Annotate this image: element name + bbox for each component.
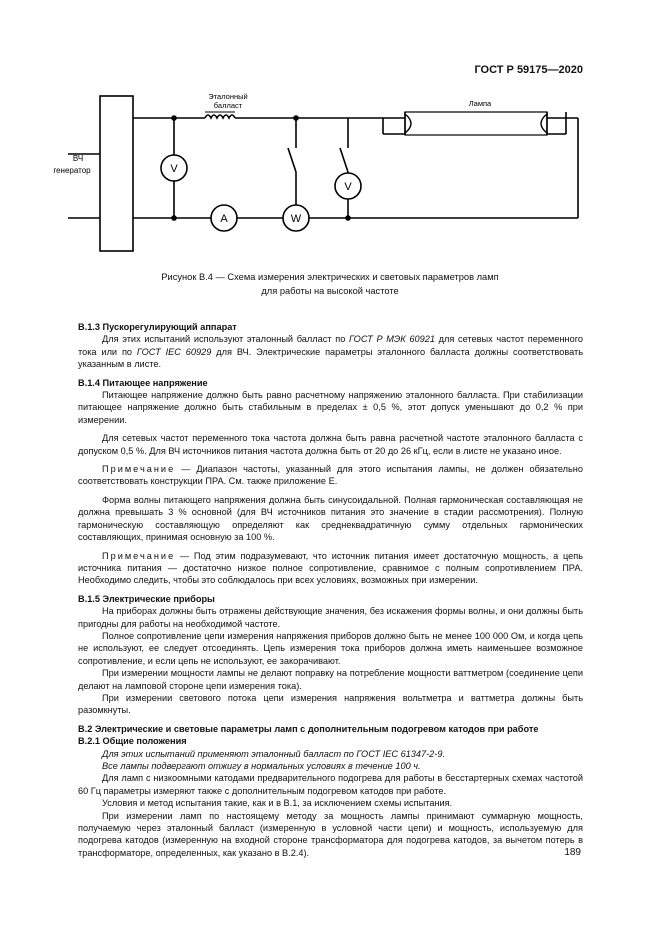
lamp-label: Лампа: [468, 99, 492, 108]
figure-caption: [80, 270, 580, 298]
standard-code: ГОСТ Р 59175—2020: [474, 64, 583, 76]
page-number: 189: [564, 847, 581, 858]
ballast-label-1: Эталонный: [208, 92, 248, 101]
section-b15-paragraph-2: Полное сопротивление цепи измерения напряжения приборов должно быть не менее 100 000 Ом, и когда цепь не используют, ее следует отсоединять. Цепь измерения тока приборов должна иметь наименьшее возможное сопротивление, и если цепь не используют, ее закорачивают.: [78, 630, 583, 666]
section-b21-paragraph-2: Все лампы подвергают отжигу в нормальных условиях в течение 100 ч.: [102, 761, 421, 771]
ballast-label-2: балласт: [213, 101, 243, 110]
ballast-coil: [205, 115, 235, 118]
section-b15-paragraph-4: При измерении светового потока цепи измерения напряжения вольтметра и ваттметра должны быть разомкнуты.: [78, 692, 583, 716]
section-b14-paragraph-3: Форма волны питающего напряжения должна быть синусоидальной. Полная гармоническая составляющая не должна превышать 3 % основной (для ВЧ источников питания это значение в стадии рассмотрения). Полную гармоническую составляющую определяют как среднеквадратичную сумму отдельных гармонических составляющих, принимая основную за 100 %.: [78, 494, 583, 543]
circuit-diagram: [0, 0, 661, 270]
generator-block: [100, 96, 133, 251]
document-body: [78, 321, 583, 859]
section-b14-paragraph-2: Для сетевых частот переменного тока частота должна быть равна расчетной частоте эталонного балласта с допуском 0,5 %. Для ВЧ источников питания частота должна быть от 20 до 26 кГц, если в листе не указано иное.: [78, 433, 583, 456]
section-b15-paragraph-1: На приборах должны быть отражены действующие значения, без искажения формы волны, и они должны быть пригодны для работы на необходимой частоте.: [78, 606, 583, 629]
ammeter-label: A: [220, 213, 228, 225]
generator-label-2: генератор: [53, 166, 91, 175]
lamp-tube: [405, 112, 547, 135]
section-b21-paragraph-4: Условия и метод испытания такие, как и в В.1, за исключением схемы испытания.: [102, 798, 453, 809]
section-b14-title: В.1.4 Питающее напряжение: [78, 377, 208, 388]
figure-caption-line1: Рисунок В.4 — Схема измерения электрических и световых параметров ламп: [161, 272, 499, 282]
wattmeter-label: W: [290, 213, 302, 225]
voltmeter-1-label: V: [170, 163, 178, 175]
section-b14-note-2: Примечание — Под этим подразумевают, что источник питания имеет достаточную мощность, а цепь источника питания — достаточно низкое полное сопротивление, сравнимое с полным сопротивлением ПРА. Необходимо следить, чтобы это соблюдалось при всех условиях, возможных при измерении.: [78, 550, 583, 586]
section-b21-paragraph-5: При измерении ламп по настоящему методу за мощность лампы принимают суммарную мощность, получаемую через эталонный балласт (измеренную в условной части цепи) и мощность, используемую для подогрева катодов (измеренную на входной стороне трансформатора для подогрева катодов, за вычетом потерь в трансформаторе, определенных, как указано в В.2.4).: [78, 810, 583, 858]
generator-label-1: ВЧ: [72, 154, 84, 163]
section-b15-paragraph-3: При измерении мощности лампы не делают поправку на потребление мощности ваттметром (соединение цепи делают на ламповой стороне цепи измерения тока).: [78, 668, 583, 691]
section-b13-paragraph: Для этих испытаний используют эталонный балласт по ГОСТ Р МЭК 60921 для сетевых частот переменного тока или по ГОСТ IEC 60929 для ВЧ. Электрические параметры эталонного балласта должны соответствовать указанным в листе.: [78, 334, 583, 370]
section-b14-note-1: Примечание — Диапазон частоты, указанный для этого испытания лампы, не должен обязательно соответствовать конструкции ПРА. См. также приложение Е.: [78, 464, 583, 487]
section-b21-paragraph-1: Для этих испытаний применяют эталонный балласт по ГОСТ IEC 61347-2-9.: [102, 748, 446, 759]
voltmeter-2-label: V: [344, 181, 352, 193]
section-b15-title: В.1.5 Электрические приборы: [78, 593, 215, 604]
section-b21-title: В.2.1 Общие положения: [78, 736, 187, 747]
section-b21-paragraph-3: Для ламп с низкоомными катодами предварительного подогрева для работы в бесстартерных схемах частотой 60 Гц параметры измеряют также с дополнительным подогревом катодов при работе.: [78, 773, 583, 796]
section-b13-title: В.1.3 Пускорегулирующий аппарат: [78, 322, 237, 332]
section-b14-paragraph-1: Питающее напряжение должно быть равно расчетному напряжению эталонного балласта. При стабилизации питающее напряжение должно быть стабильным в пределах ± 0,5 %, этот допуск уменьшают до 0,2 % при измерении.: [78, 390, 583, 425]
figure-caption-line2: для работы на высокой частоте: [261, 286, 399, 296]
section-b2-title: В.2 Электрические и световые параметры ламп с дополнительным подогревом катодов при работе: [78, 723, 539, 734]
